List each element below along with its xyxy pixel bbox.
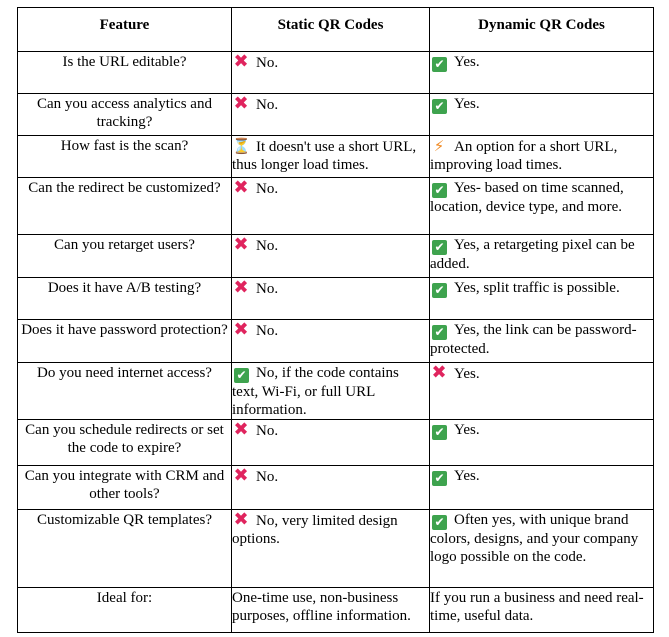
static-cell bbox=[232, 466, 430, 510]
static-text: No. bbox=[256, 323, 279, 339]
feature-cell: Can you access analytics and tracking? bbox=[18, 94, 232, 136]
dynamic-text: Yes. bbox=[454, 422, 480, 438]
dynamic-text: Often yes, with unique brand colors, designs, and your company logo possible on the code. bbox=[430, 512, 639, 565]
static-text: No. bbox=[256, 281, 279, 297]
static-text: No, very limited design options. bbox=[232, 513, 398, 547]
static-cell bbox=[232, 52, 430, 94]
feature-cell: Can the redirect be customized? bbox=[18, 178, 232, 235]
table-row bbox=[18, 178, 654, 235]
static-text: No. bbox=[256, 97, 279, 113]
table-row bbox=[18, 588, 654, 633]
static-cell bbox=[232, 320, 430, 363]
check-mark-icon: ✔ bbox=[432, 57, 447, 72]
dynamic-text: Yes. bbox=[454, 468, 480, 484]
static-cell bbox=[232, 278, 430, 320]
static-text: No. bbox=[256, 55, 279, 71]
table-row bbox=[18, 420, 654, 466]
static-cell bbox=[232, 363, 430, 420]
table-row bbox=[18, 94, 654, 136]
feature-cell: Ideal for: bbox=[18, 588, 232, 633]
feature-cell: Customizable QR templates? bbox=[18, 510, 232, 588]
check-mark-icon: ✔ bbox=[432, 240, 447, 255]
lightning-icon: ⚡ bbox=[433, 137, 445, 155]
dynamic-text: An option for a short URL, improving load times. bbox=[430, 139, 618, 173]
feature-cell: Does it have A/B testing? bbox=[18, 278, 232, 320]
feature-cell: Is the URL editable? bbox=[18, 52, 232, 94]
static-text: No, if the code contains text, Wi-Fi, or full URL information. bbox=[232, 365, 399, 418]
dynamic-cell bbox=[430, 466, 654, 510]
header-row bbox=[18, 8, 654, 52]
cross-mark-icon: ✖ bbox=[233, 319, 249, 340]
static-cell bbox=[232, 588, 430, 633]
static-text: No. bbox=[256, 181, 279, 197]
static-cell bbox=[232, 94, 430, 136]
check-mark-icon: ✔ bbox=[432, 183, 447, 198]
dynamic-text: Yes. bbox=[454, 96, 480, 112]
static-cell bbox=[232, 136, 430, 178]
dynamic-cell bbox=[430, 178, 654, 235]
static-text: No. bbox=[256, 238, 279, 254]
check-mark-icon: ✔ bbox=[432, 471, 447, 486]
table-row bbox=[18, 466, 654, 510]
dynamic-text: If you run a business and need real-time, useful data. bbox=[430, 590, 644, 624]
table-row bbox=[18, 235, 654, 278]
check-mark-icon: ✔ bbox=[432, 283, 447, 298]
feature-cell: Can you schedule redirects or set the code to expire? bbox=[18, 420, 232, 466]
check-mark-icon: ✔ bbox=[432, 325, 447, 340]
static-text: No. bbox=[256, 423, 279, 439]
hourglass-icon: ⏳ bbox=[232, 137, 251, 155]
dynamic-cell bbox=[430, 52, 654, 94]
table-row bbox=[18, 136, 654, 178]
cross-mark-icon: ✖ bbox=[233, 177, 249, 198]
check-mark-icon: ✔ bbox=[432, 99, 447, 114]
header-static: Static QR Codes bbox=[232, 8, 430, 52]
table-row bbox=[18, 320, 654, 363]
table-row bbox=[18, 510, 654, 588]
dynamic-cell bbox=[430, 363, 654, 420]
header-feature: Feature bbox=[18, 8, 232, 52]
dynamic-cell bbox=[430, 235, 654, 278]
static-cell bbox=[232, 178, 430, 235]
static-text: It doesn't use a short URL, thus longer load times. bbox=[232, 139, 417, 173]
cross-mark-icon: ✖ bbox=[233, 51, 249, 72]
dynamic-cell bbox=[430, 588, 654, 633]
static-cell bbox=[232, 235, 430, 278]
cross-mark-icon: ✖ bbox=[233, 234, 249, 255]
cross-mark-icon: ✖ bbox=[233, 465, 249, 486]
dynamic-text: Yes. bbox=[454, 54, 480, 70]
dynamic-cell bbox=[430, 94, 654, 136]
feature-cell: Can you retarget users? bbox=[18, 235, 232, 278]
dynamic-cell bbox=[430, 278, 654, 320]
static-cell bbox=[232, 510, 430, 588]
feature-cell: Do you need internet access? bbox=[18, 363, 232, 420]
dynamic-text: Yes, a retargeting pixel can be added. bbox=[430, 237, 635, 272]
dynamic-cell bbox=[430, 136, 654, 178]
dynamic-text: Yes, the link can be password-protected. bbox=[430, 322, 637, 357]
feature-cell: Does it have password protection? bbox=[18, 320, 232, 363]
dynamic-text: Yes. bbox=[454, 366, 480, 382]
cross-mark-icon: ✖ bbox=[233, 509, 249, 530]
check-mark-icon: ✔ bbox=[234, 368, 249, 383]
static-cell bbox=[232, 420, 430, 466]
feature-cell: How fast is the scan? bbox=[18, 136, 232, 178]
cross-mark-icon: ✖ bbox=[431, 362, 447, 383]
feature-cell: Can you integrate with CRM and other tools? bbox=[18, 466, 232, 510]
header-dynamic: Dynamic QR Codes bbox=[430, 8, 654, 52]
cross-mark-icon: ✖ bbox=[233, 419, 249, 440]
dynamic-text: Yes- based on time scanned, location, device type, and more. bbox=[430, 180, 624, 215]
static-text: No. bbox=[256, 469, 279, 485]
cross-mark-icon: ✖ bbox=[233, 277, 249, 298]
static-text: One-time use, non-business purposes, offline information. bbox=[232, 590, 411, 624]
check-mark-icon: ✔ bbox=[432, 515, 447, 530]
dynamic-cell bbox=[430, 420, 654, 466]
table-row bbox=[18, 363, 654, 420]
dynamic-cell bbox=[430, 510, 654, 588]
table-row bbox=[18, 52, 654, 94]
table-row bbox=[18, 278, 654, 320]
cross-mark-icon: ✖ bbox=[233, 93, 249, 114]
dynamic-cell bbox=[430, 320, 654, 363]
dynamic-text: Yes, split traffic is possible. bbox=[454, 280, 620, 296]
qr-comparison-table bbox=[17, 7, 654, 633]
check-mark-icon: ✔ bbox=[432, 425, 447, 440]
